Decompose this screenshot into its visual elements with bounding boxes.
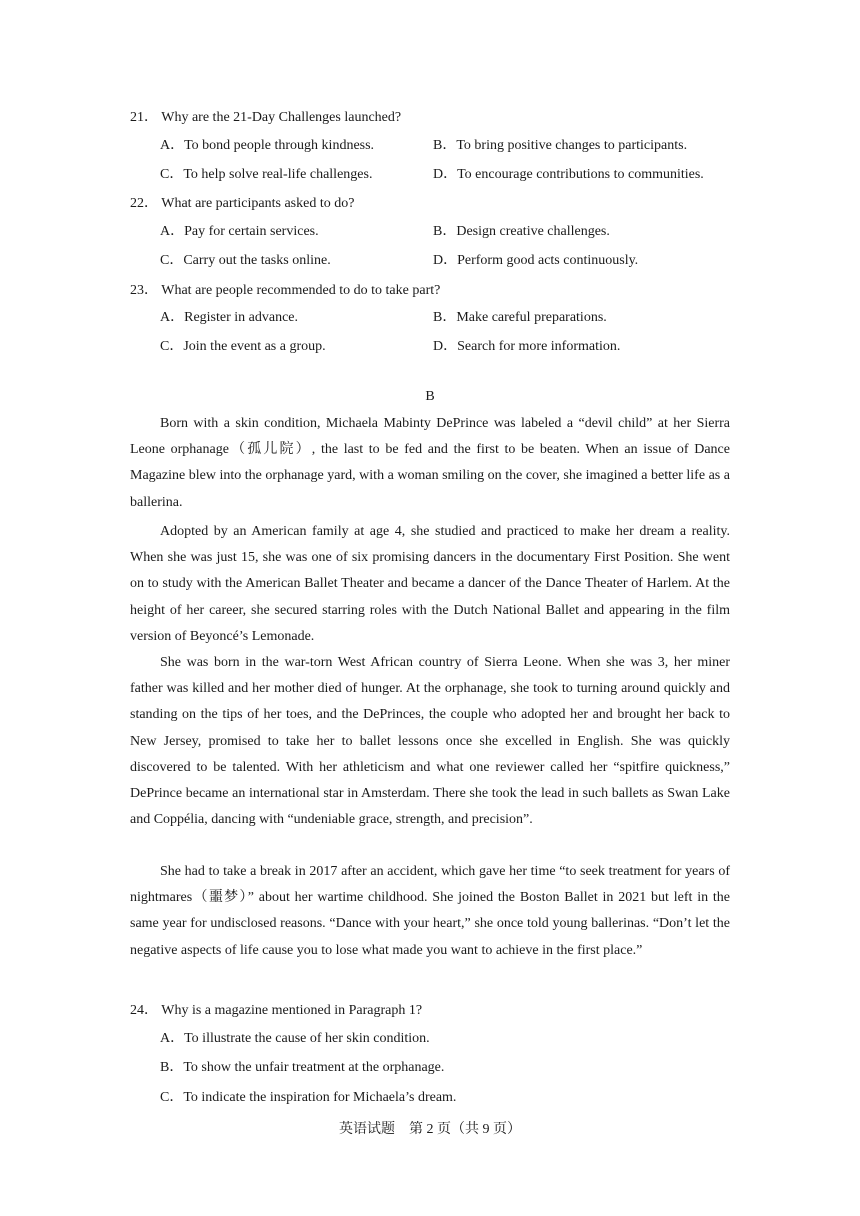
question-21-option-b: B．To bring positive changes to participants. — [433, 138, 688, 153]
question-23-option-c: C．Join the event as a group. — [160, 339, 326, 354]
question-22-option-d: D．Perform good acts continuously. — [433, 253, 639, 268]
passage-paragraph-2: Adopted by an American family at age 4, she studied and practiced to make her dream a reality. When she was just 15, she was one of six promising dancers in the documentary First Position. She went on to study with the American Ballet Theater and became a dancer of the Dance Theater of Harlem. At the height of her career, she secured starring roles with the Dutch National Ballet and appearing in the film version of Beyoncé’s Lemonade. — [130, 524, 730, 644]
question-22-option-a: A．Pay for certain services. — [160, 224, 319, 239]
passage-paragraph-3: She was born in the war-torn West African country of Sierra Leone. When she was 3, her miner father was killed and her mother died of hunger. At the orphanage, she took to turning around quickly and standing on the tips of her toes, and the DePrinces, the couple who adopted her and brought her back to New Jersey, promised to take her to ballet lessons once she excelled in English. She was quickly discovered to be talented. With her athleticism and what one reviewer called her “spitfire quickness,” DePrince became an international star in Amsterdam. There she took the lead in such ballets as Swan Lake and Coppélia, dancing with “undeniable grace, strength, and precision”. — [130, 655, 730, 828]
passage-paragraph-4: She had to take a break in 2017 after an accident, which gave her time “to seek treatment for years of nightmares（噩梦）” about her wartime childhood. She joined the Boston Ballet in 2021 but left in the same year for undisclosed reasons. “Dance with your heart,” she once told young ballerinas. “Don’t let the negative aspects of life cause you to lose what made you want to achieve in the first place.” — [130, 864, 730, 958]
question-21-stem: 21． Why are the 21-Day Challenges launched? — [130, 110, 402, 125]
question-23-stem: 23． What are people recommended to do to take part? — [130, 283, 441, 298]
question-21-option-c: C．To help solve real-life challenges. — [160, 167, 373, 182]
page-footer: 英语试题 第 2 页（共 9 页） — [339, 1122, 521, 1137]
question-24-stem: 24． Why is a magazine mentioned in Paragraph 1? — [130, 1003, 423, 1018]
question-24-option-a: A．To illustrate the cause of her skin condition. — [160, 1031, 430, 1046]
section-b-label: B — [425, 389, 435, 404]
question-23-option-d: D．Search for more information. — [433, 339, 621, 354]
question-22-stem: 22． What are participants asked to do? — [130, 196, 355, 211]
question-21-option-d: D．To encourage contributions to communities. — [433, 167, 704, 182]
passage-paragraph-1: Born with a skin condition, Michaela Mabinty DePrince was labeled a “devil child” at her Sierra Leone orphanage（孤儿院）, the last to be fed and the first to be beaten. When an issue of Dance Magazine blew into the orphanage yard, with a woman smiling on the cover, she imagined a better life as a ballerina. — [130, 416, 730, 510]
question-21-option-a: A．To bond people through kindness. — [160, 138, 375, 153]
question-24-option-b: B．To show the unfair treatment at the orphanage. — [160, 1060, 445, 1075]
question-23-option-b: B．Make careful preparations. — [433, 310, 607, 325]
question-24-option-c: C．To indicate the inspiration for Michaela’s dream. — [160, 1090, 457, 1105]
question-23-option-a: A．Register in advance. — [160, 310, 299, 325]
question-22-option-c: C．Carry out the tasks online. — [160, 253, 331, 268]
question-22-option-b: B．Design creative challenges. — [433, 224, 610, 239]
